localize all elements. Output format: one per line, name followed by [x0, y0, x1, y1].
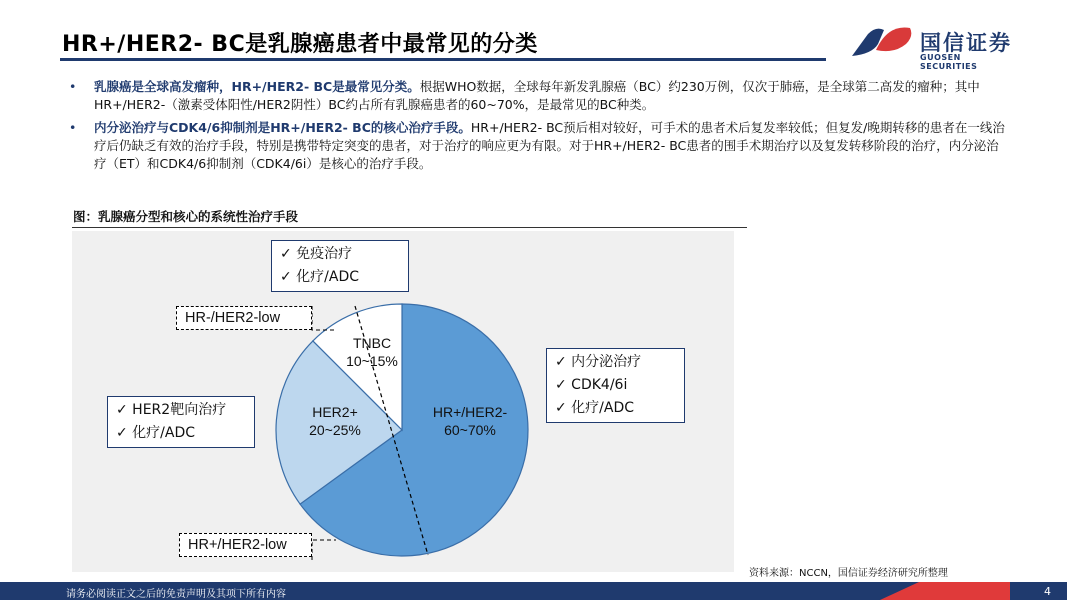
her2-treatment-box: [107, 396, 255, 448]
bullet-dot: •: [69, 120, 77, 135]
footer-bar: [0, 582, 1067, 600]
hr-treatment-box: [546, 348, 685, 423]
hr-pos-her2-low-label: HR+/HER2-low: [179, 533, 312, 557]
hr-treatment-item: ✓ 化疗/ADC: [555, 400, 635, 416]
slice-label-her2-name: HER2+: [312, 404, 358, 420]
footer-accent: [880, 582, 1010, 600]
bullet-highlight: 乳腺癌是全球高发瘤种，HR+/HER2- BC是最常见分类。: [94, 79, 420, 94]
hr-treatment-item: ✓ CDK4/6i: [555, 377, 628, 393]
tnbc-treatment-item: ✓ 化疗/ADC: [280, 269, 360, 285]
hr-treatment-item: ✓ 内分泌治疗: [555, 354, 642, 370]
bullet-highlight: 内分泌治疗与CDK4/6抑制剂是HR+/HER2- BC的核心治疗手段。: [94, 120, 471, 135]
logo-en-text: GUOSEN SECURITIES: [920, 53, 978, 71]
figure-title: 图：乳腺癌分型和核心的系统性治疗手段: [73, 209, 299, 224]
bullet-dot: •: [69, 79, 77, 94]
hr-neg-her2-low-label: HR-/HER2-low: [176, 306, 312, 330]
page-number: 4: [1044, 585, 1051, 598]
slice-label-tnbc-name: TNBC: [352, 335, 392, 351]
her2-treatment-item: ✓ 化疗/ADC: [116, 425, 196, 441]
page-title: HR+/HER2- BC是乳腺癌患者中最常见的分类: [62, 32, 538, 57]
slice-label-hr-name: HR+/HER2-: [432, 404, 508, 420]
slice-label-hr: [420, 403, 520, 439]
slice-label-her2-value: 20~25%: [309, 422, 361, 438]
bullet-text: HR+/HER2- BC预后相对较好，可手术的患者术后复发率较低；但复发/晚期转移的患者在一线治疗后仍缺乏有效的治疗手段，特别是携带特定突变的患者，对于治疗的响应更为有限。对于HR+/HER2- BC患者的围手术期治疗以及复发转移阶段的治疗，内分泌治疗（ET）和CDK4/6抑制剂（CDK4/6i）是核心的治疗手段。: [94, 120, 1005, 171]
source-note: 资料来源：NCCN，国信证券经济研究所整理: [749, 568, 948, 579]
bullet-text: 根据WHO数据，全球每年新发乳腺癌（BC）约230万例，仅次于肺癌，是全球第二高发的瘤种；其中HR+/HER2-（激素受体阳性/HER2阴性）BC约占所有乳腺癌患者的60~70%，是最常见的BC种类。: [94, 79, 980, 112]
leader-line-bottom: [312, 540, 336, 560]
slice-label-hr-value: 60~70%: [444, 422, 496, 438]
logo-cn-text: 国信证券: [920, 31, 1012, 55]
slice-label-her2: [295, 403, 375, 439]
disclaimer-text: 请务必阅读正文之后的免责声明及其项下所有内容: [66, 589, 286, 600]
slice-label-tnbc: [336, 334, 408, 370]
slice-label-tnbc-value: 10~15%: [346, 353, 398, 369]
tnbc-treatment-box: [271, 240, 409, 292]
her2-treatment-item: ✓ HER2靶向治疗: [116, 402, 227, 418]
tnbc-treatment-item: ✓ 免疫治疗: [280, 246, 353, 262]
